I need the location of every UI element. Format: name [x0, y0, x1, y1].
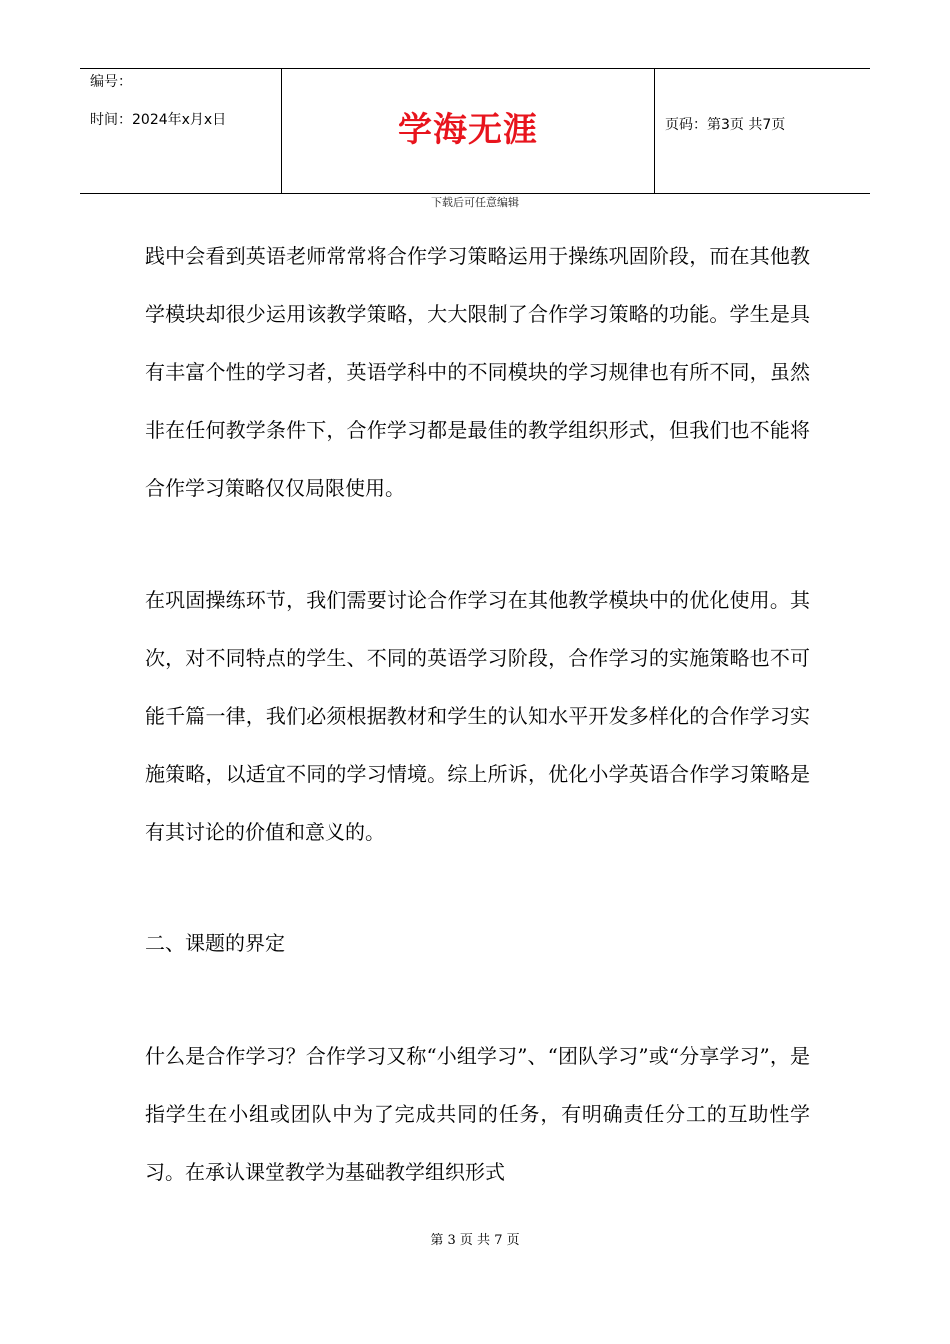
body-paragraph-3: 什么是合作学习？合作学习又称“小组学习”、“团队学习”或“分享学习”，是指学生在小组或团队中为了完成共同的任务，有明确责任分工的互助性学习。在承认课堂教学为基础教学组织形式 [145, 1044, 810, 1184]
page-footer: 第 3 页 共 7 页 [430, 1233, 520, 1248]
serial-number-label: 编号： [90, 74, 132, 90]
header-left-cell [80, 69, 282, 193]
section-heading: 二、课题的界定 [145, 931, 285, 955]
editable-note: 下载后可任意编辑 [431, 196, 519, 209]
date-label: 时间：2024年x月x日 [90, 112, 227, 128]
document-header [80, 68, 870, 194]
body-paragraph-2: 在巩固操练环节，我们需要讨论合作学习在其他教学模块中的优化使用。其次，对不同特点的学生、不同的英语学习阶段，合作学习的实施策略也不可能千篇一律，我们必须根据教材和学生的认知水平开发多样化的合作学习实施策略，以适宜不同的学习情境。综上所诉，优化小学英语合作学习策略是有其讨论的价值和意义的。 [145, 588, 810, 844]
page-number-label: 页码：第3页 共7页 [665, 117, 786, 133]
body-paragraph-1: 践中会看到英语老师常常将合作学习策略运用于操练巩固阶段，而在其他教学模块却很少运用该教学策略，大大限制了合作学习策略的功能。学生是具有丰富个性的学习者，英语学科中的不同模块的学习规律也有所不同，虽然非在任何教学条件下，合作学习都是最佳的教学组织形式，但我们也不能将合作学习策略仅仅局限使用。 [145, 244, 810, 500]
header-right-cell [655, 69, 870, 193]
brand-title: 学海无涯 [398, 110, 538, 150]
header-brand-cell [282, 69, 655, 193]
